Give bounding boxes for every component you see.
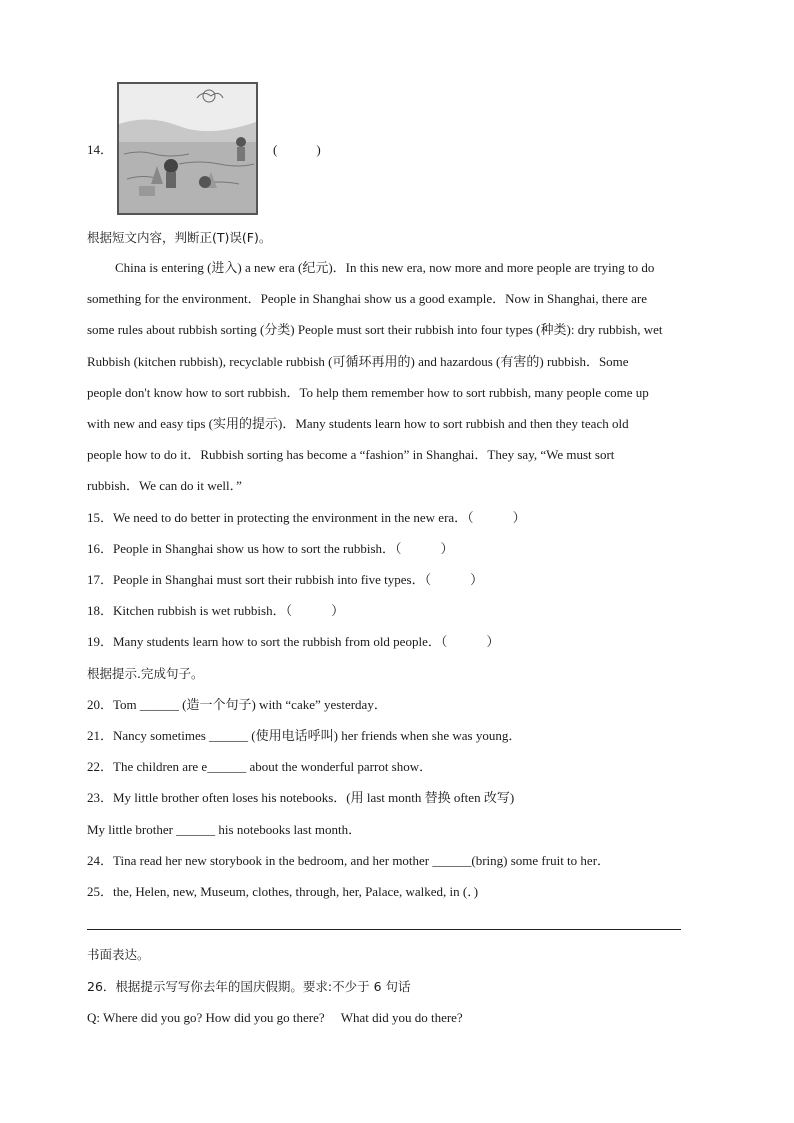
tf-question-18: 18．Kitchen rubbish is wet rubbish．（ ） bbox=[87, 603, 345, 618]
writing-question-26: 26．根据提示写写你去年的国庆假期。要求:不少于 6 句话 bbox=[87, 979, 411, 994]
sentence-question-20: 20．Tom ______ (造一个句子) with “cake” yesterday． bbox=[87, 697, 387, 712]
passage-line: rubbish．We can do it well．” bbox=[87, 478, 242, 493]
passage-line: people don't know how to sort rubbish．To help them remember how to sort rubbish, many people come up bbox=[87, 385, 649, 400]
tf-question-16: 16．People in Shanghai show us how to sort the rubbish．（ ） bbox=[87, 541, 454, 556]
writing-section-heading: 书面表达。 bbox=[87, 947, 150, 962]
beach-scene-image bbox=[119, 84, 256, 213]
beach-illustration bbox=[117, 82, 258, 215]
passage-line: people how to do it．Rubbish sorting has become a “fashion” in Shanghai．They say, “We must sort bbox=[87, 447, 615, 462]
tf-question-19: 19．Many students learn how to sort the rubbish from old people．（ ） bbox=[87, 634, 500, 649]
sentence-question-25: 25．the, Helen, new, Museum, clothes, through, her, Palace, walked, in (．) bbox=[87, 884, 479, 899]
passage-line: China is entering (进入) a new era (纪元)．In this new era, now more and more people are trying to do bbox=[115, 260, 655, 275]
passage-line: Rubbish (kitchen rubbish), recyclable rubbish (可循环再用的) and hazardous (有害的) rubbish．Some bbox=[87, 354, 629, 369]
tf-section-heading: 根据短文内容，判断正(T)误(F)。 bbox=[87, 230, 272, 245]
q14-number: 14． bbox=[87, 142, 114, 157]
passage-line: some rules about rubbish sorting (分类) People must sort their rubbish into four types (种类): dry rubbish, wet bbox=[87, 322, 663, 337]
tf-question-15: 15．We need to do better in protecting the environment in the new era．（ ） bbox=[87, 510, 526, 525]
passage-line: with new and easy tips (实用的提示)．Many students learn how to sort rubbish and then they teach old bbox=[87, 416, 629, 431]
sentence-question-21: 21．Nancy sometimes ______ (使用电话呼叫) her friends when she was young． bbox=[87, 728, 522, 743]
tf-question-17: 17．People in Shanghai must sort their rubbish into five types．（ ） bbox=[87, 572, 484, 587]
sentence-question-23-rewrite: My little brother ______ his notebooks last month． bbox=[87, 822, 362, 837]
answer-line bbox=[87, 929, 681, 930]
passage-line: something for the environment．People in Shanghai show us a good example．Now in Shanghai, there are bbox=[87, 291, 647, 306]
sentences-section-heading: 根据提示.完成句子。 bbox=[87, 666, 204, 681]
sentence-question-23: 23．My little brother often loses his notebooks．(用 last month 替换 often 改写) bbox=[87, 790, 515, 805]
writing-prompt: Q: Where did you go? How did you go there? What did you do there? bbox=[87, 1010, 463, 1025]
q14-answer-bracket: ( ) bbox=[273, 142, 321, 157]
sentence-question-22: 22．The children are e______ about the wonderful parrot show． bbox=[87, 759, 433, 774]
sentence-question-24: 24．Tina read her new storybook in the bedroom, and her mother ______(bring) some fruit to her． bbox=[87, 853, 611, 868]
